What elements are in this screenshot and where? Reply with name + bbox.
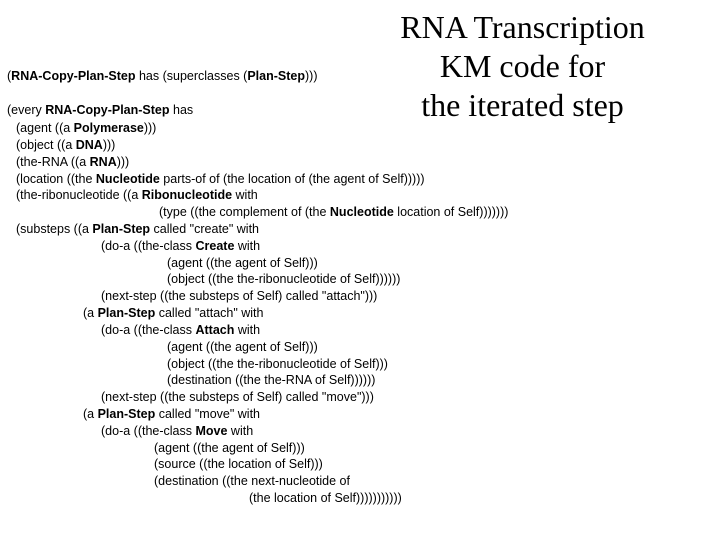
code-keyword: RNA-Copy-Plan-Step xyxy=(11,69,136,83)
code-text: (next-step ((the substeps of Self) called "attach"))) xyxy=(101,289,378,303)
code-keyword: Plan-Step xyxy=(97,407,156,421)
code-keyword: Nucleotide xyxy=(329,205,394,219)
code-line xyxy=(16,155,129,169)
code-text: with xyxy=(234,323,261,337)
code-keyword: Plan-Step xyxy=(97,306,156,320)
code-line xyxy=(16,222,259,236)
code-line xyxy=(7,103,193,117)
code-text: (do-a ((the-class xyxy=(101,323,196,337)
code-line xyxy=(16,172,425,186)
code-line xyxy=(101,239,260,253)
code-text: ( xyxy=(7,69,12,83)
code-text: called "create" with xyxy=(150,222,260,236)
code-text: location of Self))))))) xyxy=(393,205,509,219)
code-text: (type ((the complement of (the xyxy=(159,205,330,219)
code-line xyxy=(249,491,402,505)
code-text: (source ((the location of Self))) xyxy=(154,457,323,471)
code-line xyxy=(101,424,253,438)
code-line xyxy=(167,357,388,371)
code-keyword: DNA xyxy=(75,138,103,152)
code-keyword: Nucleotide xyxy=(95,172,160,186)
code-line xyxy=(101,390,374,404)
code-line xyxy=(167,373,375,387)
code-text: (the location of Self))))))))))) xyxy=(249,491,402,505)
code-text: (destination ((the next-nucleotide of xyxy=(154,474,350,488)
code-line xyxy=(154,474,350,488)
title-line-1: RNA Transcription xyxy=(400,9,645,45)
code-text: (the-ribonucleotide ((a xyxy=(16,188,142,202)
code-keyword: Plan-Step xyxy=(247,69,305,83)
code-line xyxy=(167,256,318,270)
code-keyword: Plan-Step xyxy=(92,222,151,236)
code-text: (object ((a xyxy=(16,138,76,152)
code-text: (the-RNA ((a xyxy=(16,155,90,169)
code-text: (substeps ((a xyxy=(16,222,93,236)
code-line xyxy=(83,306,263,320)
title-line-2: KM code for xyxy=(439,48,606,84)
code-text: ))) xyxy=(143,121,157,135)
code-keyword: Create xyxy=(195,239,235,253)
code-line xyxy=(101,323,260,337)
code-text: (object ((the the-ribonucleotide of Self))) xyxy=(167,357,388,371)
code-keyword: Move xyxy=(195,424,228,438)
code-line xyxy=(16,121,156,135)
code-line xyxy=(167,272,400,286)
code-text: (do-a ((the-class xyxy=(101,239,196,253)
code-keyword: Ribonucleotide xyxy=(141,188,233,202)
code-line xyxy=(16,188,258,202)
code-text: called "attach" with xyxy=(155,306,264,320)
code-text: (object ((the the-ribonucleotide of Self)))))) xyxy=(167,272,401,286)
code-text: (agent ((a xyxy=(16,121,74,135)
code-text: called "move" with xyxy=(155,407,260,421)
code-text: with xyxy=(234,239,261,253)
code-text: (agent ((the agent of Self))) xyxy=(154,441,305,455)
code-text: ))) xyxy=(305,69,318,83)
code-text: ))) xyxy=(116,155,130,169)
code-text: has (superclasses ( xyxy=(135,69,248,83)
code-line xyxy=(154,441,305,455)
code-line xyxy=(101,289,377,303)
code-text: has xyxy=(169,103,194,117)
slide-title xyxy=(380,8,665,125)
code-text: (every xyxy=(7,103,46,117)
code-text: (a xyxy=(83,407,98,421)
code-keyword: Attach xyxy=(195,323,235,337)
code-text: (location ((the xyxy=(16,172,96,186)
code-line xyxy=(167,340,318,354)
code-text: (destination ((the the-RNA of Self)))))) xyxy=(167,373,376,387)
code-text: (agent ((the agent of Self))) xyxy=(167,256,318,270)
code-text: with xyxy=(232,188,258,202)
code-line xyxy=(159,205,508,219)
code-line xyxy=(16,138,115,152)
code-text: (agent ((the agent of Self))) xyxy=(167,340,318,354)
code-text: with xyxy=(227,424,254,438)
code-line xyxy=(83,407,260,421)
code-text: (do-a ((the-class xyxy=(101,424,196,438)
code-text: ))) xyxy=(102,138,116,152)
code-text: parts-of of (the location of (the agent of Self))))) xyxy=(159,172,425,186)
code-line xyxy=(7,69,318,83)
title-line-3: the iterated step xyxy=(421,87,624,123)
code-line xyxy=(154,457,323,471)
code-keyword: RNA-Copy-Plan-Step xyxy=(45,103,170,117)
code-keyword: RNA xyxy=(89,155,117,169)
code-text: (next-step ((the substeps of Self) called "move"))) xyxy=(101,390,374,404)
code-text: (a xyxy=(83,306,98,320)
code-keyword: Polymerase xyxy=(73,121,144,135)
